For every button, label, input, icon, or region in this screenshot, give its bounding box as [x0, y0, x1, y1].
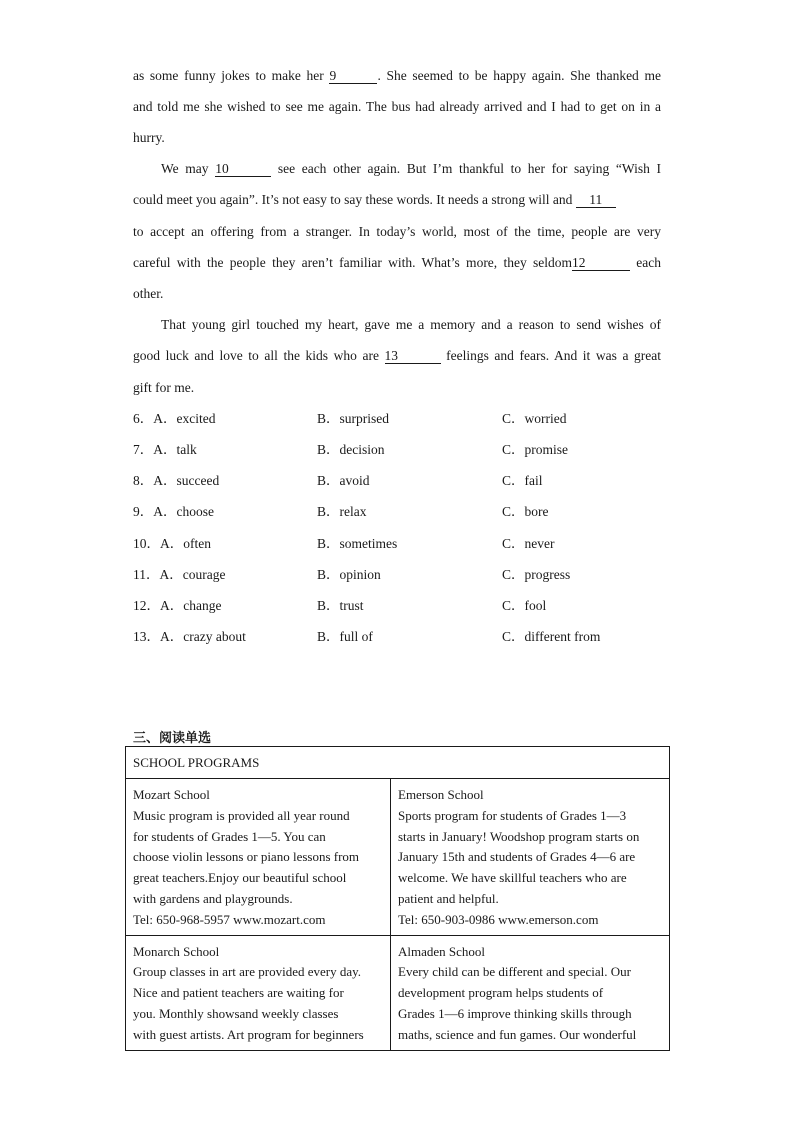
- passage-text: as some funny jokes to make her: [133, 68, 330, 83]
- option-b: B．relax: [317, 504, 367, 519]
- blank-12: 12: [572, 255, 630, 271]
- option-c: C．never: [502, 536, 555, 551]
- table-row: [126, 935, 670, 1050]
- passage-text: . She seemed to be happy again. She thanked me: [377, 68, 661, 83]
- passage-text: could meet you again”. It’s not easy to say these words. It needs a strong will and: [133, 192, 576, 207]
- program-text: Almaden School Every child can be different and special. Our development program helps students of Grades 1—6 improve thinking skills through maths, science and fun games. Our wonderful: [398, 943, 637, 1042]
- section-title: 三、阅读单选: [133, 731, 212, 746]
- passage-line-11: gift for me.: [133, 380, 195, 395]
- option-a: 7．A．talk: [133, 442, 197, 457]
- passage-line-4: [161, 160, 661, 178]
- option-a: 10．A．often: [133, 536, 211, 551]
- question-row: [133, 472, 673, 490]
- table-row: [126, 779, 670, 936]
- question-row: [133, 410, 673, 428]
- almaden-school-cell: [391, 935, 670, 1050]
- option-b: B．trust: [317, 598, 364, 613]
- option-a: 9．A．choose: [133, 504, 214, 519]
- passage-line-1: [133, 67, 661, 85]
- passage-line-3: hurry.: [133, 130, 165, 145]
- question-row: [133, 441, 673, 459]
- option-c: C．progress: [502, 567, 571, 582]
- option-b: B．surprised: [317, 411, 389, 426]
- question-row: [133, 535, 673, 553]
- option-a: 6．A．excited: [133, 411, 216, 426]
- program-text: Mozart School Music program is provided all year round for students of Grades 1—5. You can choose violin lessons or piano lessons from great teachers.Enjoy our beautiful school with gardens and playgrounds. Tel: 650-968-5957 www.mozart.com: [133, 787, 360, 927]
- passage-line-2: and told me she wished to see me again. The bus had already arrived and I had to get on in a: [133, 99, 661, 114]
- option-c: C．fool: [502, 598, 547, 613]
- mozart-school-cell: [126, 779, 391, 936]
- passage-text: careful with the people they aren’t familiar with. What’s more, they seldom: [133, 255, 572, 270]
- option-c: C．different from: [502, 629, 601, 644]
- passage-text: each: [629, 255, 661, 270]
- program-text: Emerson School Sports program for students of Grades 1—3 starts in January! Woodshop program starts on January 15th and students of Grades 4—6 are welcome. We have skillful teachers who are patient and helpful. Tel: 650-903-0986 www.emerson.com: [398, 787, 640, 927]
- option-b: B．sometimes: [317, 536, 398, 551]
- school-programs-table: [125, 746, 670, 1051]
- emerson-school-cell: [391, 779, 670, 936]
- passage-line-10: [133, 347, 661, 365]
- program-text: Monarch School Group classes in art are provided every day. Nice and patient teachers are waiting for you. Monthly showsand weekly classes with guest artists. Art program for beginners: [133, 943, 364, 1042]
- option-b: B．decision: [317, 442, 385, 457]
- option-b: B．opinion: [317, 567, 381, 582]
- option-a: 11．A．courage: [133, 567, 226, 582]
- passage-line-5: [133, 191, 661, 209]
- blank-13: 13: [385, 348, 441, 364]
- question-row: [133, 503, 673, 521]
- blank-9: 9: [329, 68, 377, 84]
- question-row: [133, 566, 673, 584]
- option-a: 8．A．succeed: [133, 473, 220, 488]
- monarch-school-cell: [126, 935, 391, 1050]
- passage-text: see each other again. But I’m thankful to her for saying “Wish I: [271, 161, 661, 176]
- passage-line-8: other.: [133, 286, 164, 301]
- option-a: 13．A．crazy about: [133, 629, 246, 644]
- option-c: C．bore: [502, 504, 549, 519]
- passage-line-6: to accept an offering from a stranger. In today’s world, most of the time, people are very: [133, 224, 661, 239]
- option-c: C．promise: [502, 442, 568, 457]
- passage-line-7: [133, 254, 661, 272]
- option-c: C．worried: [502, 411, 567, 426]
- option-b: B．full of: [317, 629, 373, 644]
- option-a: 12．A．change: [133, 598, 222, 613]
- question-row: [133, 628, 673, 646]
- question-row: [133, 597, 673, 615]
- option-b: B．avoid: [317, 473, 370, 488]
- passage-text: We may: [161, 161, 216, 176]
- passage-text: feelings and fears. And it was a great: [440, 348, 661, 363]
- table-header-row: [126, 747, 670, 779]
- table-header: SCHOOL PROGRAMS: [126, 747, 670, 779]
- option-c: C．fail: [502, 473, 543, 488]
- passage-text: good luck and love to all the kids who are: [133, 348, 385, 363]
- passage-line-9: That young girl touched my heart, gave me a memory and a reason to send wishes of: [161, 317, 661, 332]
- blank-10: 10: [215, 161, 271, 177]
- blank-11: 11: [576, 192, 616, 208]
